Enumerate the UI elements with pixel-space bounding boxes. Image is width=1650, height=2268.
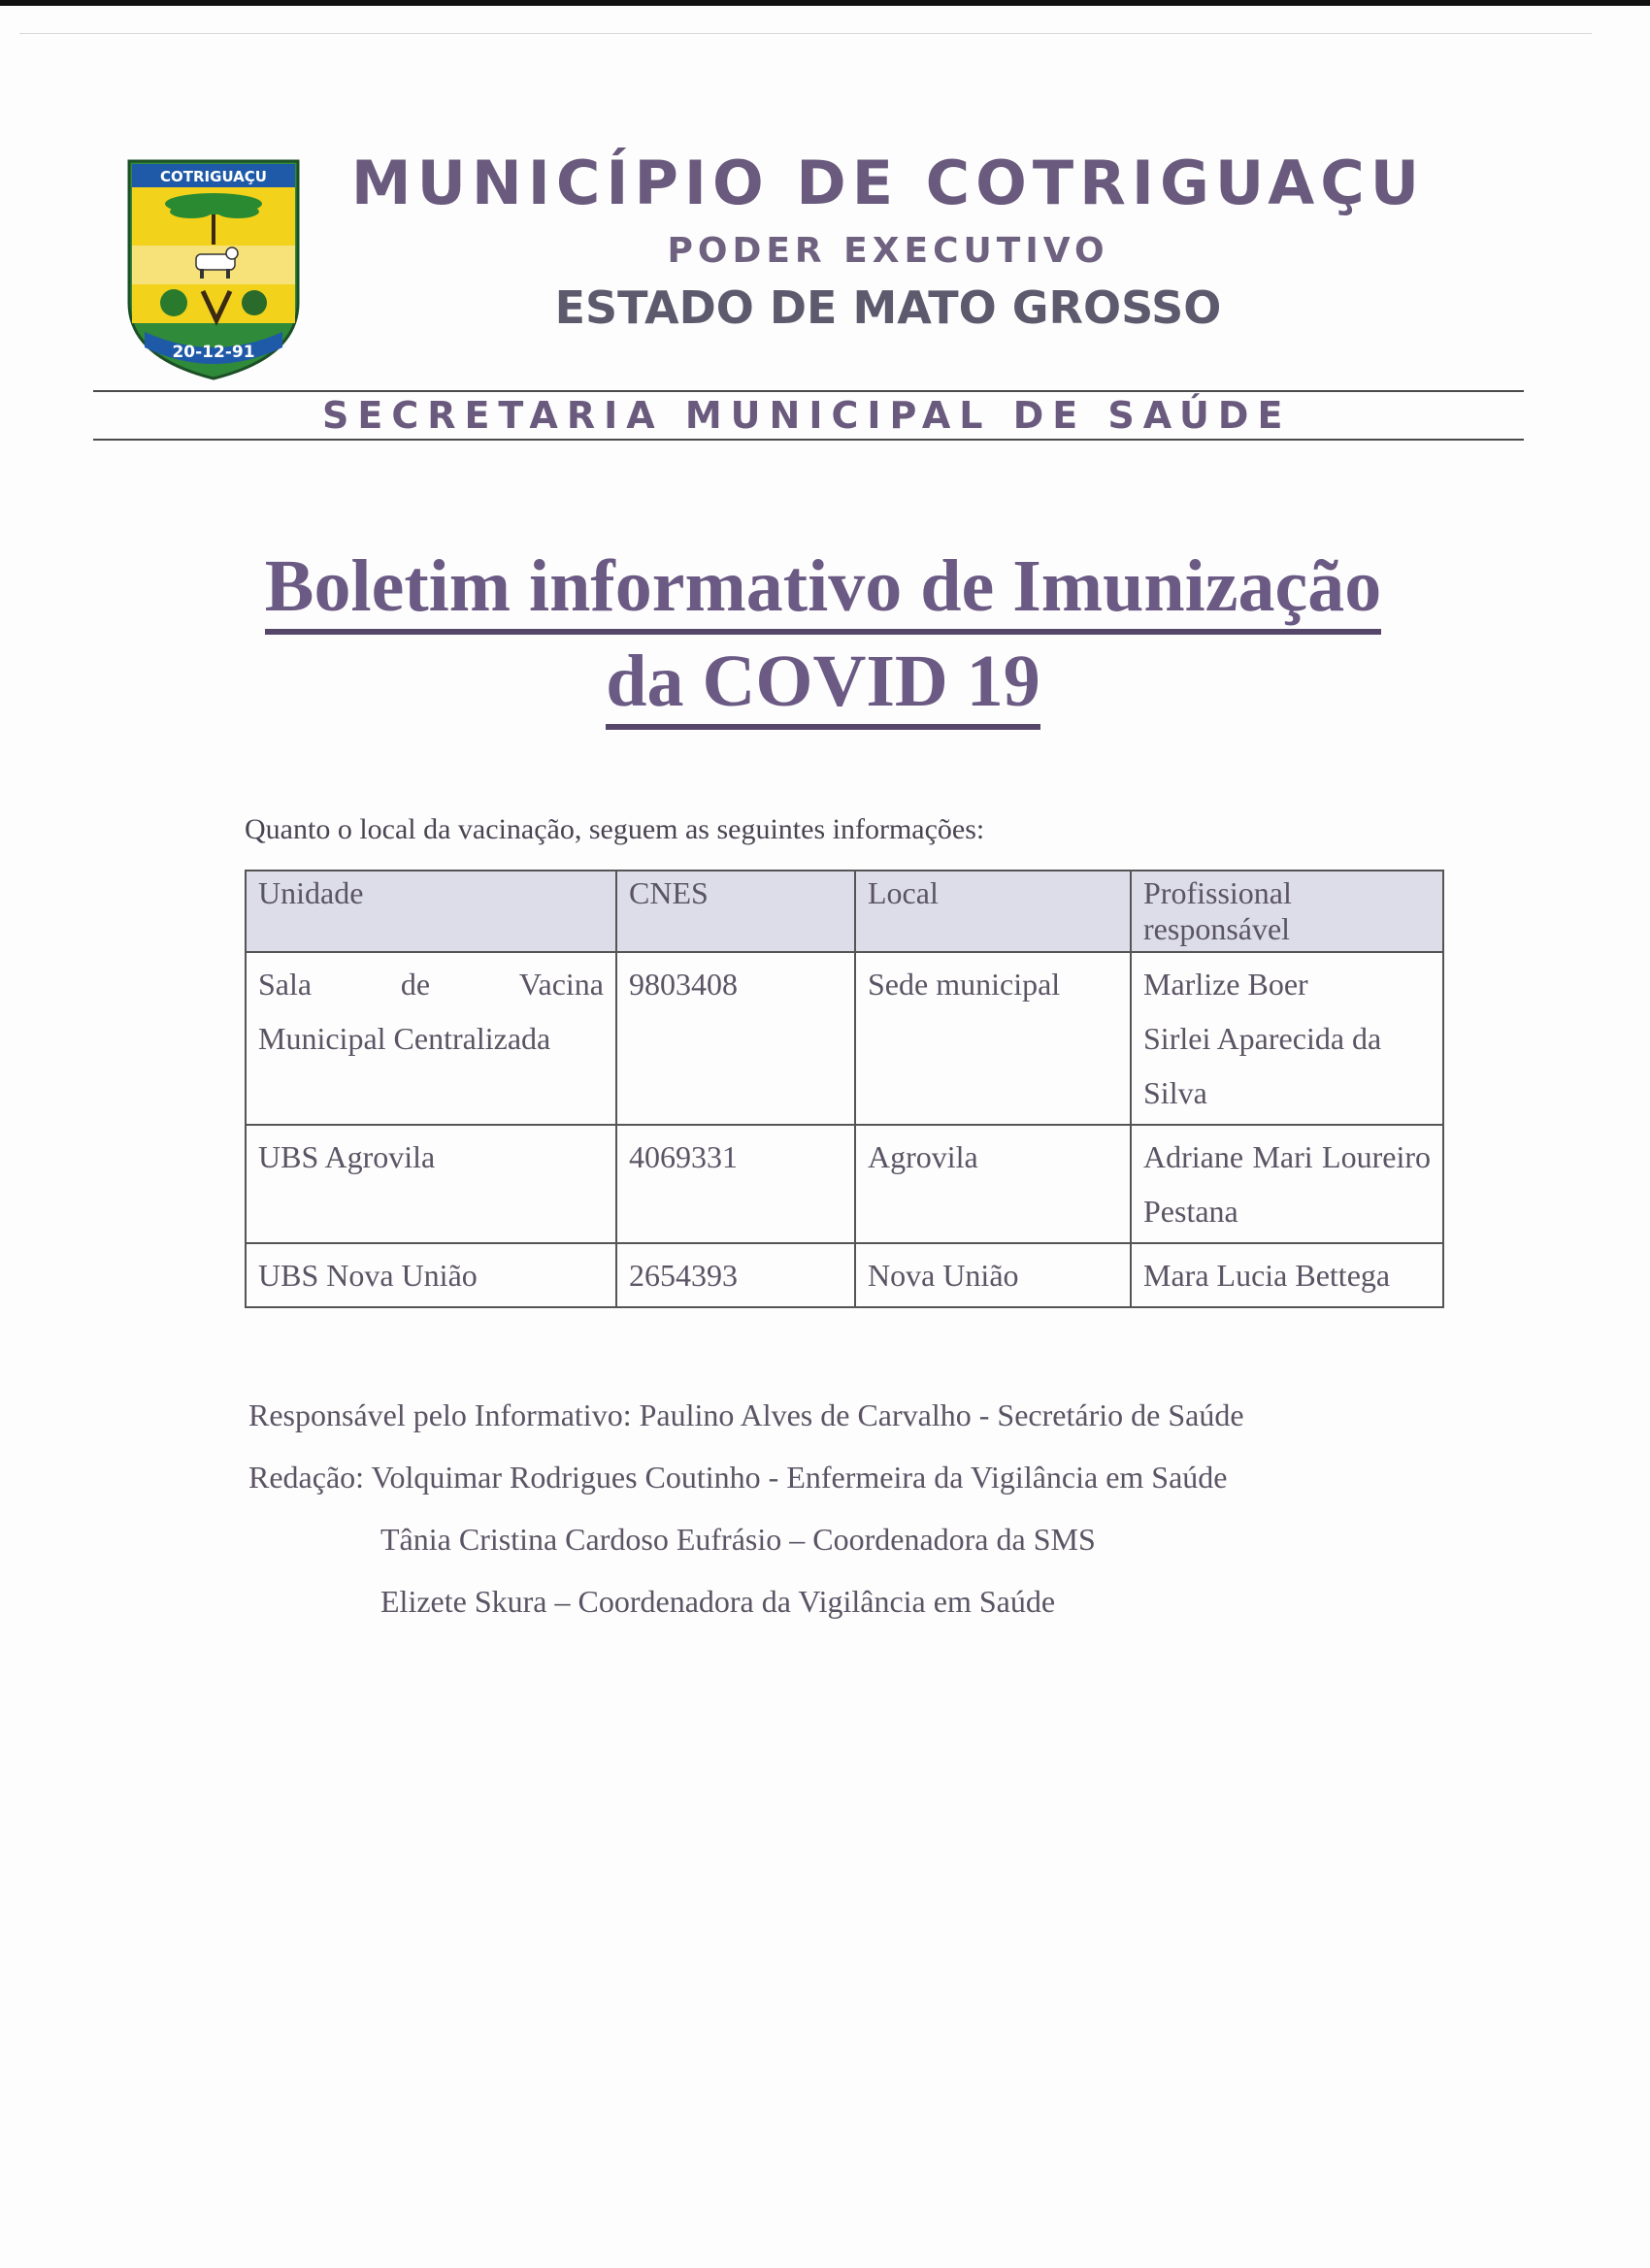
- header-unidade: Unidade: [246, 871, 616, 952]
- poder-executivo-heading: PODER EXECUTIVO: [667, 231, 1109, 271]
- cell-unidade-word: Vacina: [518, 967, 604, 1002]
- intro-text: Quanto o local da vacinação, seguem as seguintes informações:: [245, 813, 985, 845]
- cell-profissional-word: Loureiro: [1322, 1139, 1431, 1174]
- cell-profissional: [1131, 952, 1443, 1125]
- crest-label: COTRIGUAÇU: [160, 168, 267, 185]
- document-title-continued: [243, 641, 1403, 722]
- cell-unidade: UBS Agrovila: [246, 1125, 616, 1243]
- table-row: [246, 1243, 1443, 1307]
- document-title: [243, 545, 1403, 627]
- footer-redacao-3: Elizete Skura – Coordenadora da Vigilância em Saúde: [380, 1584, 1056, 1619]
- vaccination-sites-table: [245, 870, 1444, 1308]
- table-header-row: [246, 871, 1443, 952]
- cell-profissional-line-2: Sirlei Aparecida da Silva: [1143, 1021, 1382, 1110]
- cell-profissional: Mara Lucia Bettega: [1131, 1243, 1443, 1307]
- cell-profissional: [1131, 1125, 1443, 1243]
- cell-profissional-line-2: Pestana: [1143, 1194, 1238, 1229]
- cell-unidade: [246, 952, 616, 1125]
- table-row: [246, 952, 1443, 1125]
- estado-heading: ESTADO DE MATO GROSSO: [554, 281, 1222, 334]
- scan-line: [19, 33, 1592, 34]
- cell-local: Sede municipal: [855, 952, 1131, 1125]
- cell-cnes: 9803408: [616, 952, 855, 1125]
- footer-responsavel: Responsável pelo Informativo: Paulino Alves de Carvalho - Secretário de Saúde: [248, 1397, 1244, 1432]
- footer-redacao: Redação: Volquimar Rodrigues Coutinho - Enfermeira da Vigilância em Saúde: [248, 1460, 1228, 1495]
- cell-cnes: 4069331: [616, 1125, 855, 1243]
- header-rule-bottom: [93, 439, 1524, 441]
- footer-redacao-2: Tânia Cristina Cardoso Eufrásio – Coordenadora da SMS: [380, 1522, 1096, 1557]
- header-rule-top: [93, 390, 1524, 392]
- table-row: [246, 1125, 1443, 1243]
- cell-profissional-line-1: Marlize Boer: [1143, 967, 1308, 1002]
- cell-unidade: UBS Nova União: [246, 1243, 616, 1307]
- cell-unidade-line-2: Municipal Centralizada: [258, 1021, 551, 1056]
- scan-top-edge: [0, 0, 1650, 6]
- cell-unidade-word: Sala: [258, 967, 313, 1002]
- cell-profissional-word: Mari: [1252, 1139, 1313, 1174]
- header-local: Local: [855, 871, 1131, 952]
- secretaria-heading: SECRETARIA MUNICIPAL DE SAÚDE: [322, 394, 1292, 437]
- header-profissional: Profissional responsável: [1131, 871, 1443, 952]
- title-line-2: da COVID 19: [606, 641, 1040, 730]
- cell-cnes: 2654393: [616, 1243, 855, 1307]
- cell-local: Agrovila: [855, 1125, 1131, 1243]
- municipio-heading: MUNICÍPIO DE COTRIGUAÇU: [350, 148, 1426, 218]
- cell-unidade-line-1: [258, 957, 604, 1011]
- cell-profissional-word: Adriane: [1143, 1139, 1244, 1174]
- municipal-crest-emblem: [123, 157, 304, 382]
- crest-date: 20-12-91: [172, 343, 255, 362]
- cell-local: Nova União: [855, 1243, 1131, 1307]
- title-line-1: Boletim informativo de Imunização: [265, 545, 1381, 635]
- cell-profissional-line-1: [1143, 1130, 1431, 1184]
- cell-unidade-word: de: [400, 967, 431, 1002]
- header-cnes: CNES: [616, 871, 855, 952]
